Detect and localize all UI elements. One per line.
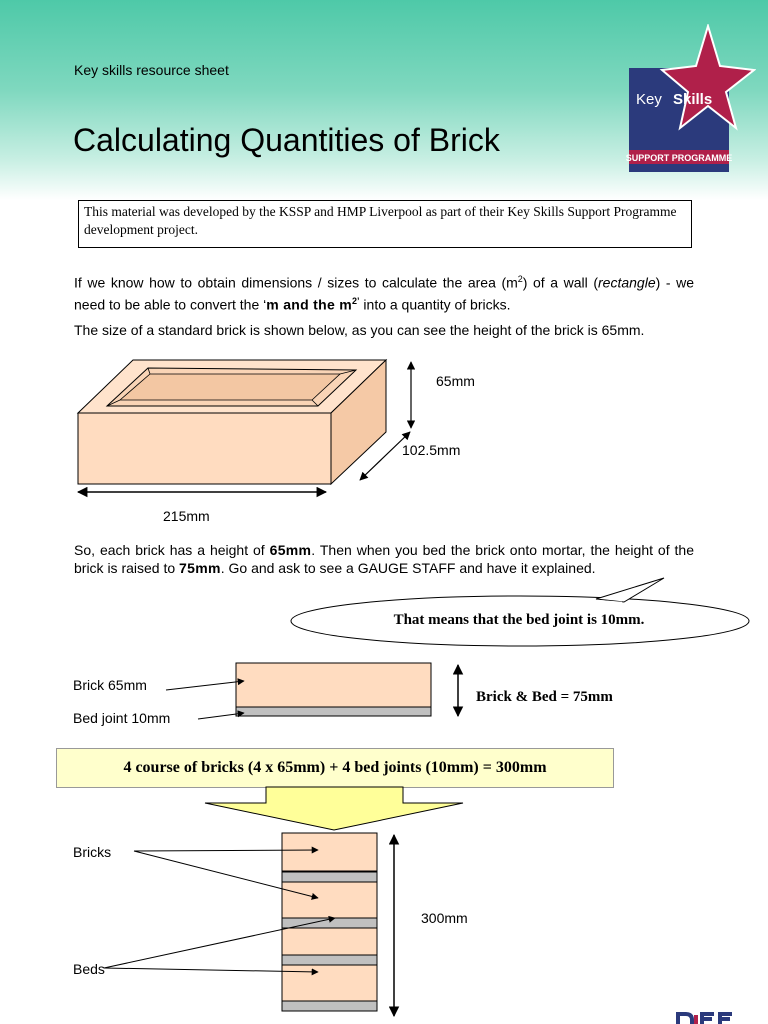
course-brick-1 bbox=[282, 833, 377, 871]
formula-box: 4 course of bricks (4 x 65mm) + 4 bed joints (10mm) = 300mm bbox=[56, 748, 614, 788]
page-title: Calculating Quantities of Brick bbox=[73, 122, 500, 158]
course-brick-3 bbox=[282, 928, 377, 955]
course-brick-4 bbox=[282, 965, 377, 1001]
brick-65-label: Brick 65mm bbox=[73, 677, 147, 693]
course-bed-1 bbox=[282, 872, 377, 882]
development-notice: This material was developed by the KSSP and HMP Liverpool as part of their Key Skills Support Programme development project. bbox=[78, 200, 692, 248]
bricks-label: Bricks bbox=[73, 844, 112, 860]
course-bed-4 bbox=[282, 1001, 377, 1011]
logo-skills-text: Skills bbox=[673, 91, 713, 108]
length-label: 215mm bbox=[163, 508, 210, 524]
course-brick-2 bbox=[282, 882, 377, 918]
depth-label: 102.5mm bbox=[402, 442, 461, 458]
mortar-paragraph: So, each brick has a height of 65mm. Then when you bed the brick onto mortar, the height of the brick is raised to 75mm. Go and ask to see a GAUGE STAFF and have it explained. bbox=[74, 542, 694, 576]
stack-height-label: 300mm bbox=[421, 910, 468, 926]
intro-paragraph-2: The size of a standard brick is shown below, as you can see the height of the brick is 65mm. bbox=[74, 322, 645, 338]
dfes-logo-partial bbox=[672, 1006, 768, 1024]
height-label: 65mm bbox=[436, 373, 475, 389]
course-bed-3 bbox=[282, 955, 377, 965]
bed-joint-label: Bed joint 10mm bbox=[73, 710, 171, 726]
brick-bed-total-label: Brick & Bed = 75mm bbox=[476, 689, 613, 705]
logo-key-text: Key bbox=[636, 91, 662, 108]
down-arrow-shape bbox=[205, 787, 463, 830]
resource-sheet-label: Key skills resource sheet bbox=[74, 62, 229, 78]
logo-programme-text: SUPPORT PROGRAMME bbox=[626, 153, 733, 163]
beds-label: Beds bbox=[73, 961, 105, 977]
intro-paragraph-1: If we know how to obtain dimensions / sizes to calculate the area $(m^2)$ of a wall (rectangle) - we need to be able to convert the ‘m and the $m^{2’}$ into a quantity of bricks. bbox=[74, 274, 694, 313]
callout-text: That means that the bed joint is 10mm. bbox=[393, 612, 645, 628]
